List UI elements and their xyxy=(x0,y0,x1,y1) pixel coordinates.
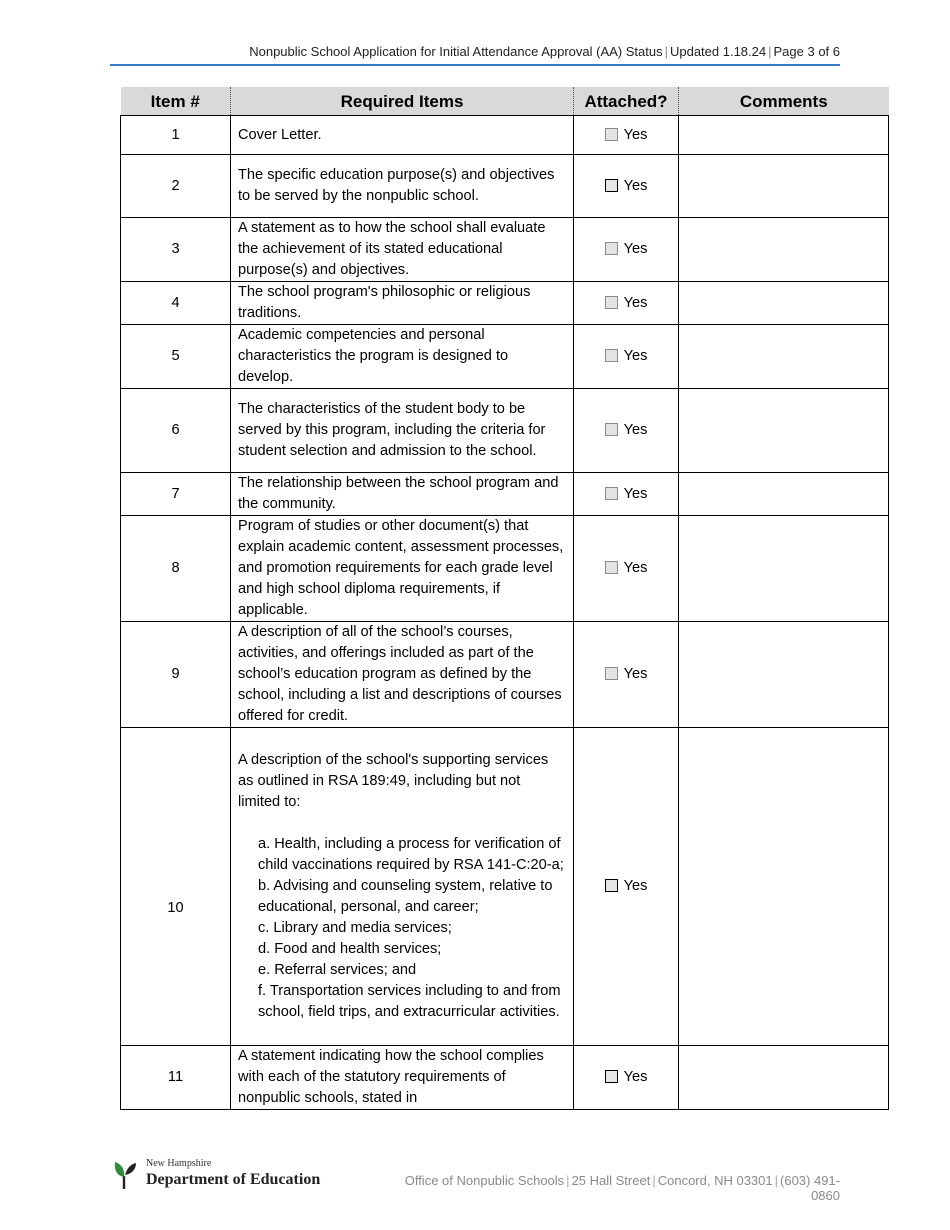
item-number: 5 xyxy=(121,325,231,389)
footer-office: Office of Nonpublic Schools xyxy=(404,1173,565,1188)
footer-street: 25 Hall Street xyxy=(571,1173,651,1188)
checkbox-label: Yes xyxy=(623,878,648,894)
table-row xyxy=(121,473,889,516)
column-header-required-items: Required Items xyxy=(231,87,574,116)
checkbox-label: Yes xyxy=(623,348,648,364)
footer-phone: (603) 491-0860 xyxy=(780,1173,840,1203)
checkbox-label: Yes xyxy=(623,241,648,257)
subitem: d. Food and health services; xyxy=(258,941,442,957)
item-number: 2 xyxy=(121,155,231,218)
sprout-icon xyxy=(112,1158,138,1190)
comments-cell[interactable] xyxy=(679,1046,889,1110)
footer-city: Concord, NH 03301 xyxy=(657,1173,773,1188)
item-number: 10 xyxy=(121,728,231,1046)
checkbox-label: Yes xyxy=(623,177,648,194)
column-header-comments: Comments xyxy=(679,87,889,116)
attached-checkbox[interactable] xyxy=(605,128,618,141)
required-items-table xyxy=(120,87,889,1110)
item-number: 11 xyxy=(121,1046,231,1110)
comments-cell[interactable] xyxy=(679,622,889,728)
page-header: Nonpublic School Application for Initial Attendance Approval (AA) Status | Updated 1.18.24 | Page 3 of 6 xyxy=(249,44,840,59)
attached-checkbox[interactable] xyxy=(605,242,618,255)
item-text: A statement indicating how the school complies with each of the statutory requirements of nonpublic schools, stated in xyxy=(231,1046,574,1110)
item-number: 7 xyxy=(121,473,231,516)
nh-doe-logo xyxy=(112,1158,352,1198)
item-number: 8 xyxy=(121,516,231,622)
checkbox-label: Yes xyxy=(623,422,648,438)
item-number: 6 xyxy=(121,389,231,473)
attached-cell xyxy=(574,282,679,325)
attached-checkbox[interactable] xyxy=(605,487,618,500)
table-row xyxy=(121,325,889,389)
comments-cell[interactable] xyxy=(679,473,889,516)
table-row xyxy=(121,155,889,218)
logo-department: Department of Education xyxy=(146,1171,321,1188)
item-text: The relationship between the school program and the community. xyxy=(231,473,574,516)
attached-checkbox[interactable] xyxy=(605,296,618,309)
subitem: b. Advising and counseling system, relative to educational, personal, and career; xyxy=(258,878,553,915)
attached-cell xyxy=(574,622,679,728)
subitem: a. Health, including a process for verification of child vaccinations required by RSA 141-C:20-a; xyxy=(258,836,564,873)
attached-checkbox[interactable] xyxy=(605,667,618,680)
item-text: A description of the school's supporting services as outlined in RSA 189:49, including but not limited to: xyxy=(238,752,549,810)
comments-cell[interactable] xyxy=(679,116,889,155)
attached-cell xyxy=(574,473,679,516)
comments-cell[interactable] xyxy=(679,516,889,622)
attached-cell xyxy=(574,116,679,155)
updated-date: Updated 1.18.24 xyxy=(669,44,767,59)
item-number: 1 xyxy=(121,116,231,155)
logo-state: New Hampshire xyxy=(146,1158,212,1169)
table-row xyxy=(121,1046,889,1110)
comments-cell[interactable] xyxy=(679,325,889,389)
attached-cell xyxy=(574,389,679,473)
table-row xyxy=(121,282,889,325)
comments-cell[interactable] xyxy=(679,389,889,473)
column-header-attached: Attached? xyxy=(574,87,679,116)
checkbox-label: Yes xyxy=(623,126,648,143)
checkbox-label: Yes xyxy=(623,560,648,576)
attached-cell xyxy=(574,516,679,622)
attached-checkbox[interactable] xyxy=(605,879,618,892)
comments-cell[interactable] xyxy=(679,728,889,1046)
subitem: f. Transportation services including to and from school, field trips, and extracurricular activities. xyxy=(258,983,561,1020)
table-row xyxy=(121,728,889,1046)
item-text: Program of studies or other document(s) that explain academic content, assessment processes, and promotion requirements for each grade level and high school diploma requirements, if applicable. xyxy=(231,516,574,622)
document-title: Nonpublic School Application for Initial Attendance Approval (AA) Status xyxy=(249,44,663,59)
item-text: The characteristics of the student body to be served by this program, including the criteria for student selection and admission to the school. xyxy=(231,389,574,473)
item-text: The school program's philosophic or religious traditions. xyxy=(231,282,574,325)
footer-contact: Office of Nonpublic Schools | 25 Hall Street | Concord, NH 03301 | (603) 491-0860 xyxy=(404,1173,840,1203)
checkbox-label: Yes xyxy=(623,485,648,502)
attached-cell xyxy=(574,728,679,1046)
subitem: c. Library and media services; xyxy=(258,920,452,936)
table-row xyxy=(121,116,889,155)
item-text: A description of all of the school’s courses, activities, and offerings included as part of the school’s education program as defined by the school, including a list and descriptions of courses offered for credit. xyxy=(231,622,574,728)
item-number: 3 xyxy=(121,218,231,282)
table-row xyxy=(121,389,889,473)
checkbox-label: Yes xyxy=(623,294,648,311)
comments-cell[interactable] xyxy=(679,218,889,282)
item-text: A statement as to how the school shall evaluate the achievement of its stated educational purpose(s) and objectives. xyxy=(231,218,574,282)
attached-checkbox[interactable] xyxy=(605,1070,618,1083)
item-number: 4 xyxy=(121,282,231,325)
table-row xyxy=(121,218,889,282)
checkbox-label: Yes xyxy=(623,666,648,682)
item-number: 9 xyxy=(121,622,231,728)
item-text-cell xyxy=(231,728,574,1046)
attached-cell xyxy=(574,155,679,218)
attached-checkbox[interactable] xyxy=(605,423,618,436)
attached-checkbox[interactable] xyxy=(605,349,618,362)
item-text: Cover Letter. xyxy=(231,116,574,155)
item-text: Academic competencies and personal characteristics the program is designed to develop. xyxy=(231,325,574,389)
page-number: Page 3 of 6 xyxy=(773,44,840,59)
attached-cell xyxy=(574,325,679,389)
table-row xyxy=(121,516,889,622)
attached-cell xyxy=(574,1046,679,1110)
comments-cell[interactable] xyxy=(679,282,889,325)
column-header-item: Item # xyxy=(121,87,231,116)
table-header-row xyxy=(121,87,889,116)
comments-cell[interactable] xyxy=(679,155,889,218)
item-text: The specific education purpose(s) and objectives to be served by the nonpublic school. xyxy=(231,155,574,218)
table-row xyxy=(121,622,889,728)
header-rule xyxy=(110,64,840,66)
attached-checkbox[interactable] xyxy=(605,561,618,574)
subitem: e. Referral services; and xyxy=(258,962,417,978)
attached-checkbox[interactable] xyxy=(605,179,618,192)
attached-cell xyxy=(574,218,679,282)
checkbox-label: Yes xyxy=(623,1069,648,1085)
